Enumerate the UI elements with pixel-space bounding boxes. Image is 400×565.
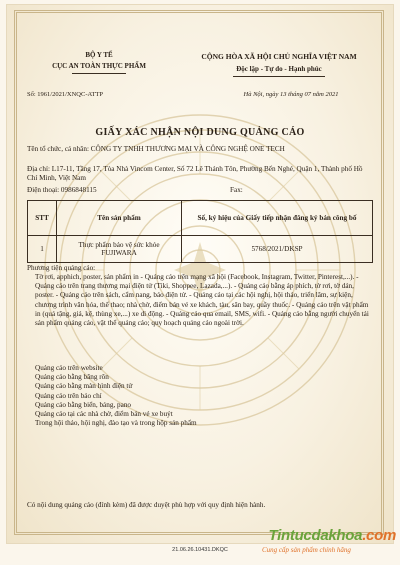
table-row [28,236,373,263]
list-item: Quảng cáo trên website [35,364,103,372]
list-item: Quảng cáo trên báo chí [35,391,102,400]
product-table [27,200,373,263]
document-number: Số: 1961/2021/XNQC-ATTP [27,91,104,98]
organization-address: Địa chỉ: L17-11, Tầng 17, Tòa Nhà Vincom Center, Số 72 Lê Thánh Tôn, Phường Bến Nghé, Quận 1, Thành phố Hồ Chí Minh, Việt Nam [27,165,363,182]
column-header-registration: Số, ký hiệu của Giấy tiếp nhận đăng ký bản công bố [182,201,373,236]
table-header-row [28,201,373,236]
document-serial: 21.06.26.10431.DKQC [172,547,228,553]
cell-product-name: Thực phẩm bảo vệ sức khỏe FUJIWARA [57,236,182,263]
list-item: Quảng cáo tại các nhà chờ, điểm bán vé xe buýt [35,410,173,419]
watermark-main: Tintucdakhoa [268,527,363,544]
advertising-means-description [35,273,373,328]
advertising-means-label: Phương tiện quảng cáo: [27,264,96,272]
organization-name: Tên tổ chức, cá nhân: CÔNG TY TNHH THƯƠNG MẠI VÀ CÔNG NGHỆ ONE TECH [27,145,285,153]
nation-name: CỘNG HÒA XÃ HỘI CHỦ NGHĨA VIỆT NAM [201,52,357,61]
approval-statement: Có nội dung quảng cáo (đính kèm) đã được duyệt phù hợp với quy định hiện hành. [27,501,266,509]
ministry-name: BỘ Y TẾ [85,51,113,59]
cell-registration-number: 5768/2021/DKSP [182,236,373,263]
list-item: Quảng cáo bằng màn hình điện tử [35,382,133,391]
list-item: Trong hội thảo, hội nghị, đào tạo và trong hộp sản phẩm [35,419,197,428]
organization-fax: Fax: [230,186,243,194]
place-and-date: Hà Nội, ngày 13 tháng 07 năm 2021 [243,91,339,98]
motto-underline [233,76,325,77]
advertising-means-text: Tờ rơi, apphich, poster, sản phẩm in - Quảng cáo trên mạng xã hội (Facebook, Instagram, Twitter, Pinterest,...). - Quảng cáo trên trang thương mại điện tử (Tiki, Shoppee, Lazada,...). - Quảng cáo bằng áp phích, tờ rơi, tờ dán, poster. - Quảng cáo trên sách, cẩm nang, báo điện tử. - Quảng cáo tại các hội nghị, hội thảo, triển lãm, sự kiện, chương trình văn hóa, thể thao; nhà chờ, điểm bán vé xe khách, tàu, sân bay, quầy thuốc. - Quảng cáo trên vật phẩm in (quả tặng, giá, kệ, thùng xe,...) xe di động. - Quảng cáo qua email, SMS, wifi. - Quảng cáo bằng người chuyển tải sản phẩm quảng cáo, vật thể quảng cáo; quy hoạch quảng cáo ngoài trời. [35,273,369,328]
column-header-stt: STT [28,201,57,236]
national-motto: Độc lập - Tự do - Hạnh phúc [236,65,322,73]
column-header-product-name: Tên sản phẩm [57,201,182,236]
watermark-slogan: Cung cấp sản phẩm chính hãng [262,546,351,554]
cell-stt: 1 [28,236,57,263]
document-title: GIẤY XÁC NHẬN NỘI DUNG QUẢNG CÁO [95,127,305,138]
advertising-channel-list [35,364,335,428]
organization-phone: Điện thoại: 0986848115 [27,186,97,194]
department-name: CỤC AN TOÀN THỰC PHẨM [52,62,146,70]
list-item: Quảng cáo bằng băng rôn [35,373,109,382]
watermark-suffix: .com [362,527,396,544]
list-item: Quảng cáo bằng biển, bảng, pano [35,400,132,409]
site-watermark [248,527,396,547]
agency-underline [72,73,126,74]
